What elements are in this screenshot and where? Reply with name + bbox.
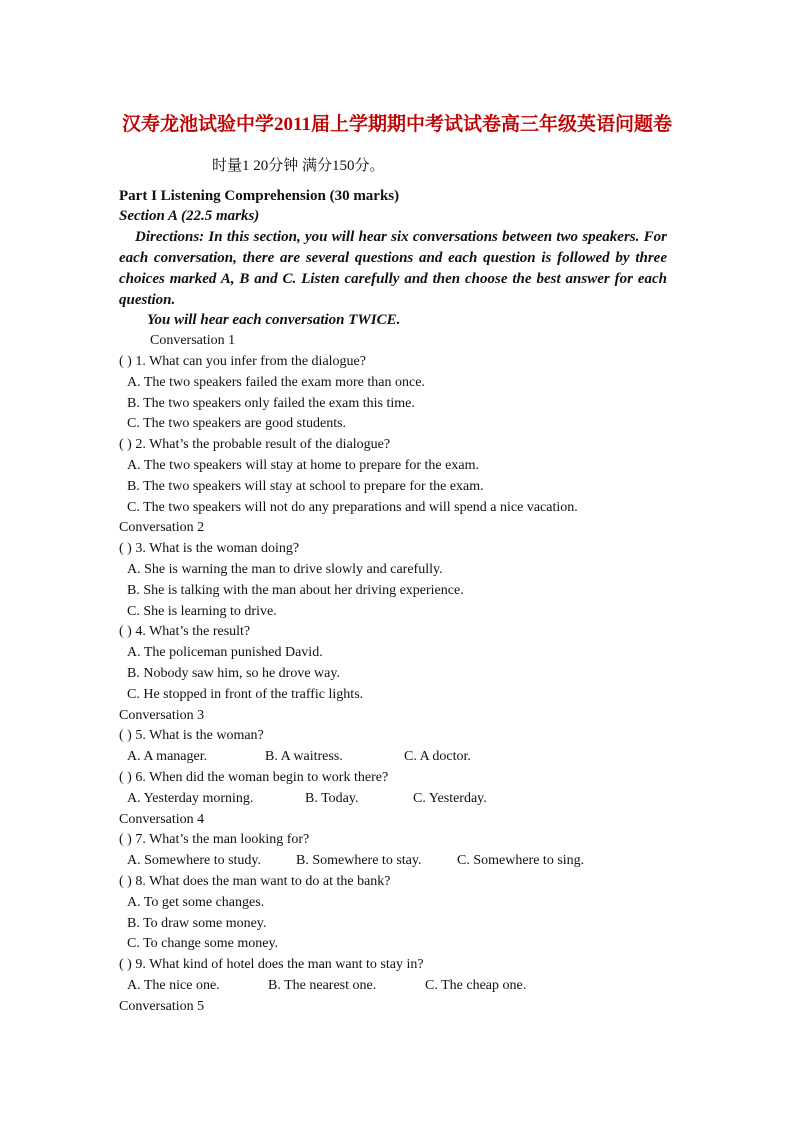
option-b: B. Today. [305,791,359,806]
option-b: B. The two speakers will stay at school to prepare for the exam. [127,479,484,494]
option-c: C. The two speakers will not do any preparations and will spend a nice vacation. [127,500,578,515]
option-c: C. The cheap one. [425,978,527,993]
exam-time-score: 时量1 20分钟 满分150分。 [212,158,385,174]
listen-twice-note: You will hear each conversation TWICE. [147,312,401,328]
part-heading: Part I Listening Comprehension (30 marks) [119,188,400,204]
option-a: A. The two speakers failed the exam more than once. [127,375,425,390]
option-a: A. To get some changes. [127,895,265,910]
conversation-heading: Conversation 4 [119,812,205,827]
option-b: B. She is talking with the man about her driving experience. [127,583,464,598]
option-b: B. A waitress. [265,749,343,764]
question-stem: ( ) 1. What can you infer from the dialogue? [119,354,366,369]
option-c: C. Somewhere to sing. [457,853,585,868]
option-a: A. Yesterday morning. [127,791,254,806]
option-a: A. The two speakers will stay at home to prepare for the exam. [127,458,479,473]
question-stem: ( ) 6. When did the woman begin to work there? [119,770,389,785]
option-a: A. She is warning the man to drive slowly and carefully. [127,562,443,577]
option-b: B. The nearest one. [268,978,377,993]
option-c: C. Yesterday. [413,791,487,806]
section-heading: Section A (22.5 marks) [119,208,260,224]
question-stem: ( ) 7. What’s the man looking for? [119,832,310,847]
page-title: 汉寿龙池试验中学2011届上学期期中考试试卷高三年级英语问题卷 [122,114,672,135]
option-a: A. Somewhere to study. [127,853,262,868]
question-stem: ( ) 2. What’s the probable result of the dialogue? [119,437,391,452]
question-stem: ( ) 8. What does the man want to do at the bank? [119,874,391,889]
question-stem: ( ) 9. What kind of hotel does the man want to stay in? [119,957,424,972]
conversation-heading: Conversation 2 [119,520,205,535]
conversation-heading: Conversation 5 [119,999,205,1014]
option-c: C. He stopped in front of the traffic lights. [127,687,364,702]
question-stem: ( ) 3. What is the woman doing? [119,541,300,556]
question-stem: ( ) 5. What is the woman? [119,728,264,743]
option-b: B. The two speakers only failed the exam this time. [127,396,415,411]
option-c: C. The two speakers are good students. [127,416,347,431]
option-b: B. Somewhere to stay. [296,853,422,868]
question-stem: ( ) 4. What’s the result? [119,624,251,639]
option-c: C. To change some money. [127,936,279,951]
option-a: A. The policeman punished David. [127,645,323,660]
option-b: B. To draw some money. [127,916,267,931]
option-a: A. A manager. [127,749,208,764]
conversation-heading: Conversation 3 [119,708,205,723]
option-c: C. A doctor. [404,749,471,764]
directions-text: Directions: In this section, you will hear six conversations between two speakers. For each conversation, there are several questions and each question is followed by three choices marked A, B and C. Listen carefully and then choose the best answer for each question. [119,229,667,308]
conversation-heading: Conversation 1 [150,333,236,348]
option-a: A. The nice one. [127,978,220,993]
option-c: C. She is learning to drive. [127,604,277,619]
option-b: B. Nobody saw him, so he drove way. [127,666,340,681]
